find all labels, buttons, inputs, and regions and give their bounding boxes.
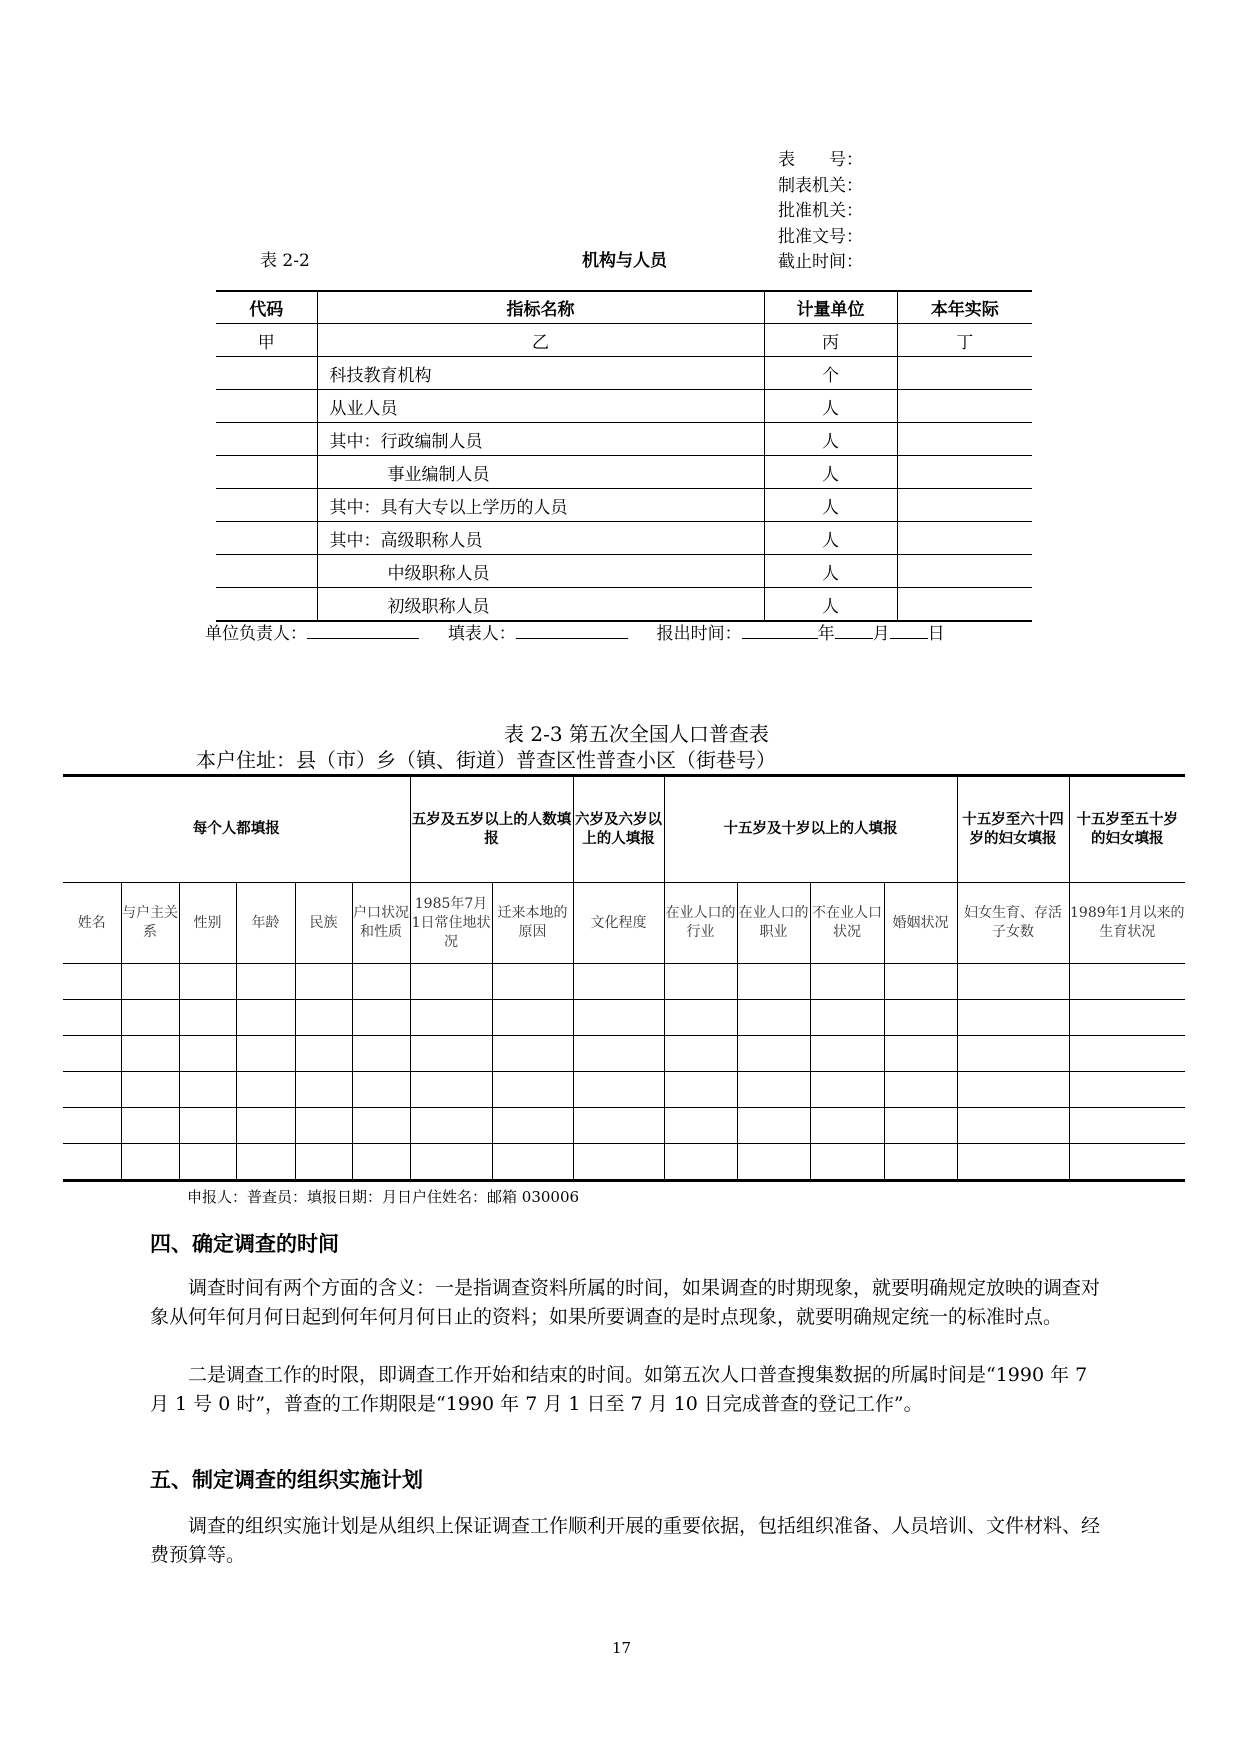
entry-cell[interactable] [884, 1000, 957, 1036]
indicator-name: 初级职称人员 [317, 588, 764, 622]
entry-cell[interactable] [810, 1144, 884, 1181]
entry-cell[interactable] [121, 1144, 179, 1181]
code-cell: 丙 [764, 324, 897, 357]
household-address-line: 本户住址：县（市）乡（镇、街道）普查区性普查小区（街巷号） [196, 748, 776, 772]
entry-cell[interactable] [352, 1108, 410, 1144]
column-header: 姓名 [63, 883, 121, 964]
indicator-name: 其中：高级职称人员 [317, 522, 764, 555]
entry-cell[interactable] [63, 1072, 121, 1108]
value-cell[interactable] [897, 357, 1032, 390]
entry-cell[interactable] [492, 1108, 573, 1144]
filler-label: 填表人： [447, 624, 516, 644]
entry-cell[interactable] [884, 1144, 957, 1181]
value-cell[interactable] [897, 390, 1032, 423]
column-header: 文化程度 [573, 883, 664, 964]
entry-cell[interactable] [573, 1036, 664, 1072]
entry-cell[interactable] [810, 1036, 884, 1072]
column-header: 妇女生育、存活子女数 [957, 883, 1069, 964]
unit-cell: 人 [764, 588, 897, 622]
table-row [216, 522, 1032, 555]
table-row [216, 489, 1032, 522]
column-header: 户口状况和性质 [352, 883, 410, 964]
value-cell[interactable] [897, 423, 1032, 456]
column-header: 年龄 [236, 883, 295, 964]
entry-cell[interactable] [573, 964, 664, 1000]
value-cell[interactable] [897, 522, 1032, 555]
code-cell [216, 588, 317, 622]
value-cell[interactable] [897, 588, 1032, 622]
entry-cell[interactable] [295, 1108, 352, 1144]
entry-cell[interactable] [884, 1036, 957, 1072]
entry-cell[interactable] [957, 1072, 1069, 1108]
entry-cell[interactable] [810, 1072, 884, 1108]
entry-cell[interactable] [295, 1036, 352, 1072]
table-row [63, 1000, 1185, 1036]
code-cell: 乙 [317, 324, 764, 357]
section-4-paragraph-2: 二是调查工作的时限，即调查工作开始和结束的时间。如第五次人口普查搜集数据的所属时间是“1990 年 7 月 1 号 0 时”，普查的工作期限是“1990 年 7 月 1 日至 7 月 10 日完成普查的登记工作”。 [150, 1364, 1088, 1415]
census-entry-rows [63, 964, 1185, 1181]
entry-cell[interactable] [179, 964, 236, 1000]
entry-cell[interactable] [737, 1072, 810, 1108]
value-cell[interactable] [897, 456, 1032, 489]
entry-cell[interactable] [492, 1036, 573, 1072]
entry-cell[interactable] [664, 964, 737, 1000]
indicator-name: 事业编制人员 [317, 456, 764, 489]
entry-cell[interactable] [492, 1072, 573, 1108]
issuing-authority-label: 制表机关： [778, 175, 863, 196]
entry-cell[interactable] [236, 1108, 295, 1144]
entry-cell[interactable] [121, 964, 179, 1000]
column-header: 婚姻状况 [884, 883, 957, 964]
entry-cell[interactable] [957, 964, 1069, 1000]
day-label: 日 [927, 624, 945, 644]
section-5-heading: 五、制定调查的组织实施计划 [150, 1468, 423, 1492]
entry-cell[interactable] [810, 1000, 884, 1036]
year-field[interactable] [742, 620, 818, 639]
entry-cell[interactable] [1069, 1036, 1185, 1072]
form-number-label: 表 号： [778, 150, 863, 170]
code-cell [216, 423, 317, 456]
entry-cell[interactable] [664, 1000, 737, 1036]
month-label: 月 [872, 624, 890, 644]
unit-cell: 人 [764, 456, 897, 489]
entry-cell[interactable] [295, 1000, 352, 1036]
column-header: 与户主关系 [121, 883, 179, 964]
unit-leader-label: 单位负责人： [205, 624, 307, 644]
approval-number-label: 批准文号： [778, 226, 863, 247]
entry-cell[interactable] [410, 1144, 492, 1181]
entry-cell[interactable] [492, 964, 573, 1000]
entry-cell[interactable] [352, 1036, 410, 1072]
column-header: 民族 [295, 883, 352, 964]
indicator-name: 其中：具有大专以上学历的人员 [317, 489, 764, 522]
code-cell [216, 357, 317, 390]
column-header: 性别 [179, 883, 236, 964]
page-number: 17 [612, 1639, 632, 1657]
table-row [216, 423, 1032, 456]
entry-cell[interactable] [1069, 1000, 1185, 1036]
signature-line [205, 619, 945, 644]
code-cell [216, 390, 317, 423]
code-cell [216, 489, 317, 522]
value-cell[interactable] [897, 489, 1032, 522]
table-2-3-title: 表 2-3 第五次全国人口普查表 [504, 722, 769, 746]
entry-cell[interactable] [352, 1072, 410, 1108]
filler-field[interactable] [516, 620, 628, 639]
table-row [63, 964, 1185, 1000]
entry-cell[interactable] [737, 1108, 810, 1144]
entry-cell[interactable] [179, 1000, 236, 1036]
census-table [63, 774, 1185, 1182]
section-5-paragraph-1: 调查的组织实施计划是从组织上保证调查工作顺利开展的重要依据，包括组织准备、人员培训、文件材料、经费预算等。 [150, 1515, 1101, 1566]
entry-cell[interactable] [957, 1000, 1069, 1036]
code-cell [216, 555, 317, 588]
column-header: 计量单位 [764, 291, 897, 324]
entry-cell[interactable] [63, 1144, 121, 1181]
entry-cell[interactable] [573, 1072, 664, 1108]
indicator-name: 从业人员 [317, 390, 764, 423]
table-row [63, 1108, 1185, 1144]
table-row [216, 456, 1032, 489]
entry-cell[interactable] [664, 1108, 737, 1144]
entry-cell[interactable] [573, 1000, 664, 1036]
code-cell: 甲 [216, 324, 317, 357]
deadline-label: 截止时间： [778, 252, 863, 272]
month-field[interactable] [835, 620, 873, 639]
entry-cell[interactable] [295, 1072, 352, 1108]
column-header: 本年实际 [897, 291, 1032, 324]
group-header: 十五岁至五十岁的妇女填报 [1069, 776, 1185, 883]
entry-cell[interactable] [295, 1144, 352, 1181]
institutions-personnel-table [216, 290, 1032, 622]
entry-cell[interactable] [573, 1108, 664, 1144]
entry-cell[interactable] [236, 1144, 295, 1181]
entry-cell[interactable] [410, 1036, 492, 1072]
entry-cell[interactable] [236, 1072, 295, 1108]
table-row [63, 1144, 1185, 1181]
table-row [216, 357, 1032, 390]
unit-cell: 人 [764, 390, 897, 423]
entry-cell[interactable] [410, 1072, 492, 1108]
column-header: 1985年7月1日常住地状况 [410, 883, 492, 964]
entry-cell[interactable] [236, 1000, 295, 1036]
census-footnote: 申报人：普查员：填报日期：月日户住姓名：邮箱 030006 [187, 1188, 580, 1206]
entry-cell[interactable] [121, 1000, 179, 1036]
entry-cell[interactable] [236, 1036, 295, 1072]
group-header: 每个人都填报 [63, 776, 410, 883]
entry-cell[interactable] [492, 1144, 573, 1181]
entry-cell[interactable] [664, 1036, 737, 1072]
column-header: 在业人口的职业 [737, 883, 810, 964]
table-row [216, 555, 1032, 588]
entry-cell[interactable] [410, 964, 492, 1000]
section-4-paragraph-1: 调查时间有两个方面的含义：一是指调查资料所属的时间，如果调查的时期现象，就要明确规定放映的调查对象从何年何月何日起到何年何月何日止的资料；如果所要调查的是时点现象，就要明确规定统一的标准时点。 [150, 1277, 1101, 1328]
table-2-2-label: 表 2-2 [260, 251, 310, 271]
column-header: 在业人口的行业 [664, 883, 737, 964]
entry-cell[interactable] [236, 964, 295, 1000]
column-header: 不在业人口状况 [810, 883, 884, 964]
entry-cell[interactable] [1069, 1072, 1185, 1108]
year-label: 年 [817, 624, 835, 644]
group-header: 五岁及五岁以上的人数填报 [410, 776, 573, 883]
indicator-name: 中级职称人员 [317, 555, 764, 588]
entry-cell[interactable] [492, 1000, 573, 1036]
entry-cell[interactable] [810, 964, 884, 1000]
unit-cell: 人 [764, 423, 897, 456]
indicator-name: 其中：行政编制人员 [317, 423, 764, 456]
entry-cell[interactable] [737, 1144, 810, 1181]
entry-cell[interactable] [63, 1108, 121, 1144]
entry-cell[interactable] [121, 1108, 179, 1144]
entry-cell[interactable] [737, 1000, 810, 1036]
code-cell [216, 522, 317, 555]
report-time-label: 报出时间： [656, 624, 742, 644]
entry-cell[interactable] [1069, 964, 1185, 1000]
entry-cell[interactable] [957, 1144, 1069, 1181]
unit-cell: 人 [764, 489, 897, 522]
group-header-row [63, 776, 1185, 883]
entry-cell[interactable] [63, 1036, 121, 1072]
table-row [63, 1072, 1185, 1108]
group-header: 十五岁至六十四岁的妇女填报 [957, 776, 1069, 883]
column-header: 指标名称 [317, 291, 764, 324]
entry-cell[interactable] [410, 1000, 492, 1036]
entry-cell[interactable] [957, 1108, 1069, 1144]
entry-cell[interactable] [664, 1144, 737, 1181]
entry-cell[interactable] [63, 1000, 121, 1036]
code-cell: 丁 [897, 324, 1032, 357]
entry-cell[interactable] [410, 1108, 492, 1144]
entry-cell[interactable] [573, 1144, 664, 1181]
entry-cell[interactable] [737, 1036, 810, 1072]
entry-cell[interactable] [810, 1108, 884, 1144]
table-2-2-title: 机构与人员 [582, 251, 667, 271]
entry-cell[interactable] [63, 964, 121, 1000]
approving-authority-label: 批准机关： [778, 201, 863, 221]
unit-leader-field[interactable] [307, 620, 419, 639]
entry-cell[interactable] [1069, 1108, 1185, 1144]
entry-cell[interactable] [179, 1036, 236, 1072]
unit-cell: 个 [764, 357, 897, 390]
group-header: 十五岁及十岁以上的人填报 [664, 776, 957, 883]
day-field[interactable] [890, 620, 928, 639]
section-4-heading: 四、确定调查的时间 [150, 1232, 339, 1256]
code-cell [216, 456, 317, 489]
form-meta-block [778, 148, 863, 276]
entry-cell[interactable] [179, 1072, 236, 1108]
entry-cell[interactable] [295, 964, 352, 1000]
table-row [63, 1036, 1185, 1072]
entry-cell[interactable] [664, 1072, 737, 1108]
table-header-row [216, 291, 1032, 324]
entry-cell[interactable] [179, 1144, 236, 1181]
code-row [216, 324, 1032, 357]
entry-cell[interactable] [352, 1000, 410, 1036]
entry-cell[interactable] [121, 1072, 179, 1108]
unit-cell: 人 [764, 555, 897, 588]
sub-header-row [63, 883, 1185, 964]
entry-cell[interactable] [352, 1144, 410, 1181]
indicator-name: 科技教育机构 [317, 357, 764, 390]
table-row [216, 588, 1032, 622]
group-header: 六岁及六岁以上的人填报 [573, 776, 664, 883]
entry-cell[interactable] [884, 964, 957, 1000]
column-header: 迁来本地的原因 [492, 883, 573, 964]
entry-cell[interactable] [179, 1108, 236, 1144]
entry-cell[interactable] [121, 1036, 179, 1072]
entry-cell[interactable] [884, 1108, 957, 1144]
column-header: 代码 [216, 291, 317, 324]
unit-cell: 人 [764, 522, 897, 555]
table-row [216, 390, 1032, 423]
entry-cell[interactable] [737, 964, 810, 1000]
entry-cell[interactable] [352, 964, 410, 1000]
entry-cell[interactable] [1069, 1144, 1185, 1181]
column-header: 1989年1月以来的生育状况 [1069, 883, 1185, 964]
entry-cell[interactable] [884, 1072, 957, 1108]
entry-cell[interactable] [957, 1036, 1069, 1072]
value-cell[interactable] [897, 555, 1032, 588]
